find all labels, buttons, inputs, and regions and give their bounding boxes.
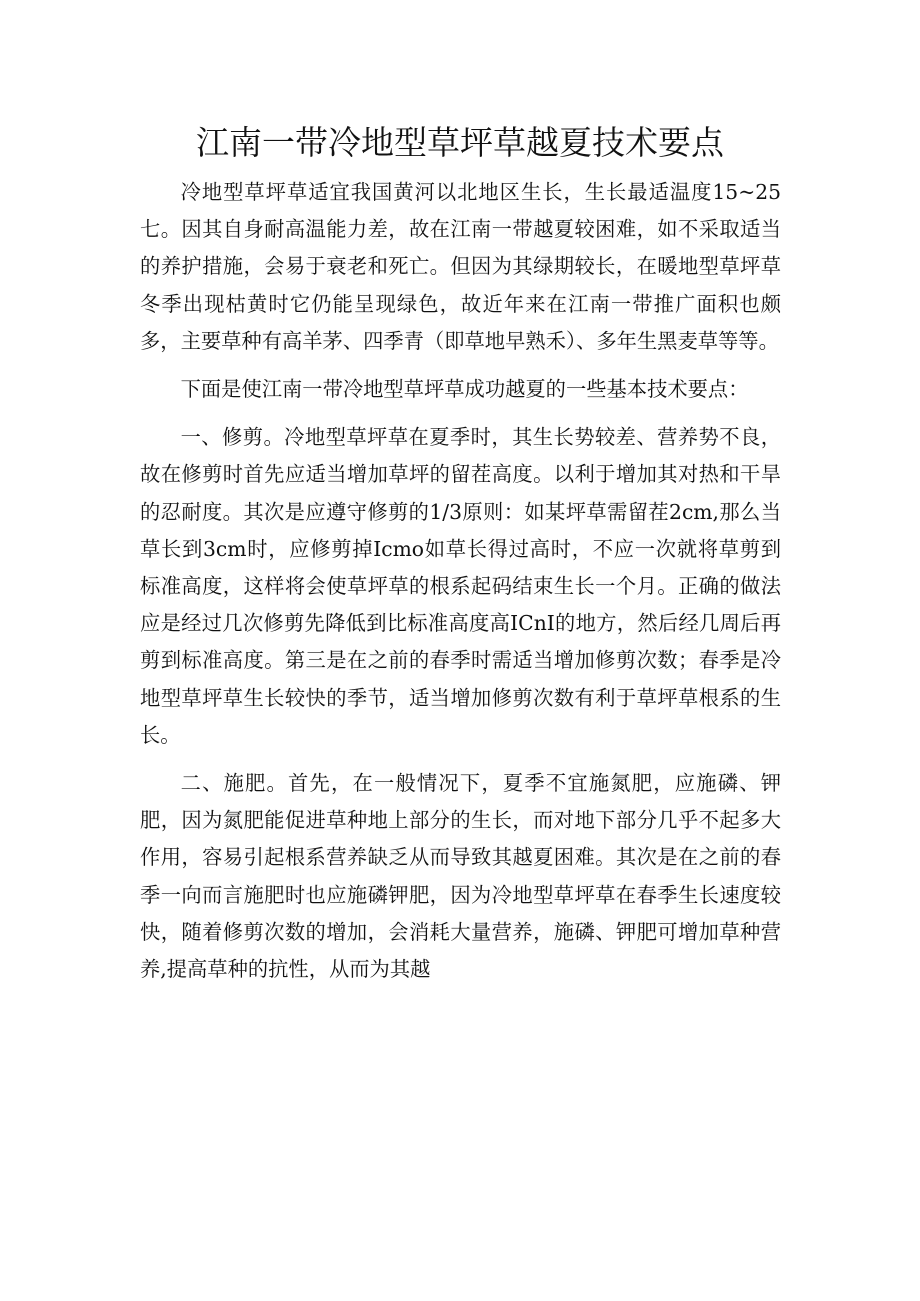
paragraph-mowing: 一、修剪。冷地型草坪草在夏季时，其生长势较差、营养势不良，故在修剪时首先应适当增加草坪的留茬高度。以利于增加其对热和干旱的忍耐度。其次是应遵守修剪的1/3原则：如某坪草需留茬2cm,那么当草长到3cm时，应修剪掉Icmo如草长得过高时，不应一次就将草剪到标准高度，这样将会使草坪草的根系起码结束生长一个月。正确的做法应是经过几次修剪先降低到比标准高度高ICnI的地方，然后经几周后再剪到标准高度。第三是在之前的春季时需适当增加修剪次数；春季是冷地型草坪草生长较快的季节，适当增加修剪次数有利于草坪草根系的生长。	[140, 425, 781, 747]
paragraph-fertilizing: 二、施肥。首先，在一般情况下，夏季不宜施氮肥，应施磷、钾肥，因为氮肥能促进草种地上部分的生长，而对地下部分几乎不起多大作用，容易引起根系营养缺乏从而导致其越夏困难。其次是在之前的春季一向而言施肥时也应施磷钾肥，因为冷地型草坪草在春季生长速度较快，随着修剪次数的增加，会消耗大量营养，施磷、钾肥可增加草种营养,提高草种的抗性，从而为其越	[140, 771, 781, 982]
paragraph-intro: 冷地型草坪草适宜我国黄河以北地区生长，生长最适温度15~25七。因其自身耐高温能力差，故在江南一带越夏较困难，如不采取适当的养护措施，会易于衰老和死亡。但因为其绿期较长，在暖地型草坪草冬季出现枯黄时它仍能呈现绿色，故近年来在江南一带推广面积也颇多，主要草种有高羊茅、四季青（即草地早熟禾）、多年生黑麦草等等。	[140, 180, 781, 353]
paragraph-overview: 下面是使江南一带冷地型草坪草成功越夏的一些基本技术要点：	[180, 377, 749, 402]
document-body	[140, 174, 781, 988]
document-title: 江南一带冷地型草坪草越夏技术要点	[196, 123, 724, 162]
